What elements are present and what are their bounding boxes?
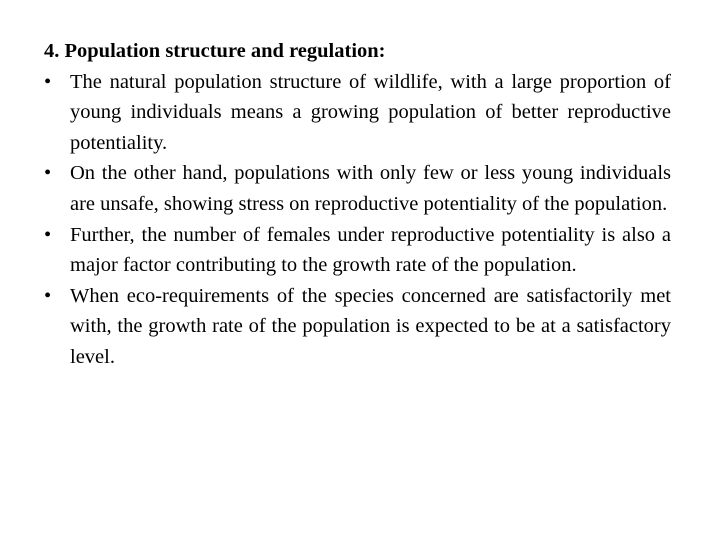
bullet-icon: • — [44, 162, 52, 185]
bullet-item — [44, 158, 671, 219]
slide-content — [44, 36, 671, 373]
bullet-text: On the other hand, populations with only few or less young individuals are unsafe, showing stress on reproductive potentiality of the population. — [70, 162, 671, 215]
bullet-icon: • — [44, 223, 52, 246]
bullet-text: The natural population structure of wildlife, with a large proportion of young individuals means a growing population of better reproductive potentiality. — [70, 70, 671, 154]
bullet-list — [44, 67, 671, 373]
bullet-item — [44, 67, 671, 159]
bullet-text: When eco-requirements of the species concerned are satisfactorily met with, the growth rate of the population is expected to be at a satisfactory level. — [70, 284, 671, 368]
bullet-text: Further, the number of females under reproductive potentiality is also a major factor contributing to the growth rate of the population. — [70, 223, 671, 277]
bullet-item — [44, 220, 671, 281]
bullet-icon: • — [44, 284, 52, 307]
bullet-item — [44, 281, 671, 373]
section-heading: 4. Population structure and regulation: — [44, 40, 386, 62]
bullet-icon: • — [44, 70, 52, 93]
